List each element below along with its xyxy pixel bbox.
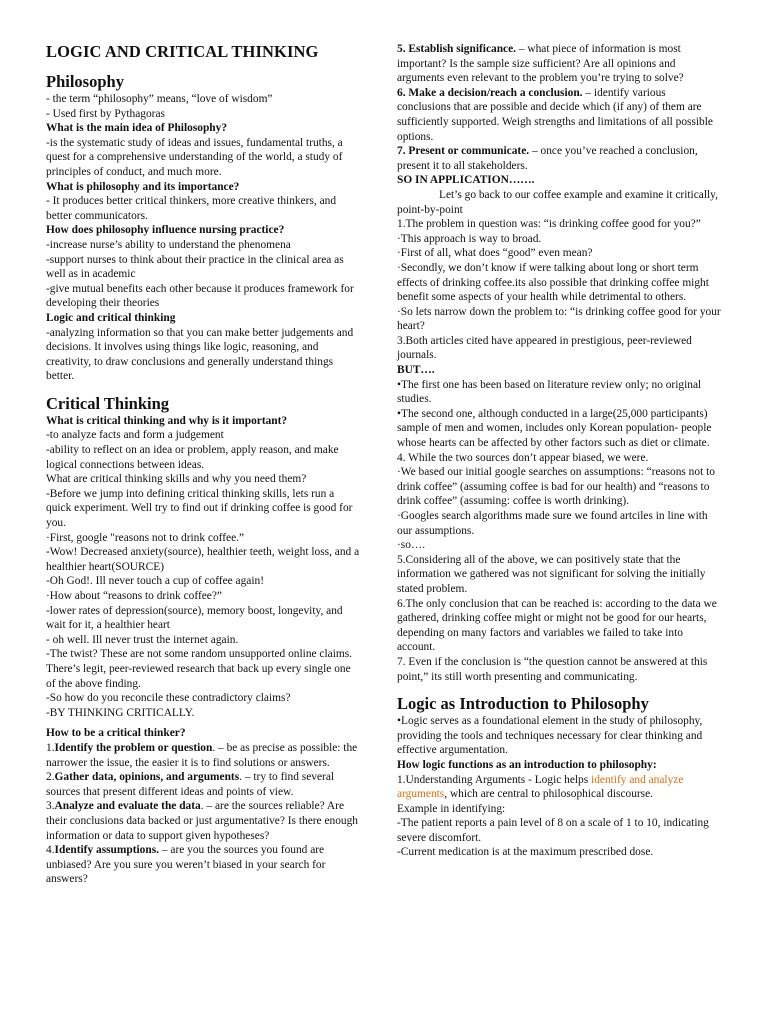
body-line: ·so….: [397, 539, 426, 552]
item-text: 1.Understanding Arguments - Logic helps: [397, 773, 592, 786]
step-item: [397, 144, 721, 173]
question-heading: How logic functions as an introduction to philosophy:: [397, 758, 657, 771]
step-number: 4.: [46, 844, 55, 857]
critical-thinking-heading: Critical Thinking: [46, 393, 170, 413]
body-line: -to analyze facts and form a judgement: [46, 429, 224, 442]
step-text: . – try to find several sources that present different ideas and points of view.: [46, 771, 335, 798]
body-line: -Wow! Decreased anxiety(source), healthier teeth, weight loss, and a healthier heart(SOURCE): [46, 546, 360, 573]
question-heading: Logic and critical thinking: [46, 311, 176, 324]
but-heading: BUT….: [397, 364, 435, 377]
highlighted-text: identify and analyze arguments: [397, 773, 684, 801]
body-line: -Current medication is at the maximum prescribed dose.: [397, 846, 654, 859]
body-line: -Before we jump into defining critical thinking skills, lets run a quick experiment. Well try to find out if drinking coffee is good for you.: [46, 487, 353, 530]
answer-text: -give mutual benefits each other because it produces framework for developing their theories: [46, 282, 354, 310]
step-text: . – be as precise as possible: the narrower the issue, the easier it is to find solutions or answers.: [46, 741, 358, 769]
body-line: ·First of all, what does “good” even mean?: [397, 247, 593, 260]
list-item: [397, 773, 721, 802]
left-column: [46, 42, 362, 887]
body-line: 4. While the two sources don’t appear biased, we were.: [397, 451, 649, 464]
body-line: What are critical thinking skills and why you need them?: [46, 473, 307, 486]
body-line: Example in identifying:: [397, 802, 506, 815]
application-heading: SO IN APPLICATION…….: [397, 174, 535, 187]
step-number: 1.: [46, 741, 55, 754]
step-text: – what piece of information is most important? Is the sample size sufficient? Are all opinions and arguments even relevant to the problem you’re trying to solve?: [397, 43, 684, 85]
body-line: •Logic serves as a foundational element in the study of philosophy, providing the tools and techniques necessary for clear thinking and effective argumentation.: [397, 715, 703, 757]
body-line: 5.Considering all of the above, we can positively state that the information we gathered was not significant for solving the initially stated problem.: [397, 553, 706, 595]
body-line: •The second one, although conducted in a large(25,000 participants) sample of men and women, includes only Korean population- people whose hearts can be affected by other factors such as diet or climate.: [397, 407, 712, 450]
step-title: Identify assumptions.: [54, 844, 159, 857]
step-text: – are you the sources you found are unbiased? Are you sure you weren’t biased in your search for answers?: [46, 844, 326, 886]
body-line: 1.The problem in question was: “is drinking coffee good for you?”: [397, 218, 701, 231]
question-heading: How to be a critical thinker?: [46, 727, 186, 740]
body-line: -So how do you reconcile these contradictory claims?: [46, 692, 291, 705]
answer-text: -is the systematic study of ideas and issues, fundamental truths, a quest for a comprehensive understanding of the world, a study of principles of conduct, and much more.: [46, 136, 343, 178]
body-line: ·First, google "reasons not to drink coffee.”: [46, 531, 245, 544]
step-item: [46, 799, 362, 843]
step-item: [46, 843, 362, 887]
step-text: – identify various conclusions that are possible and decide which (if any) of them are sufficiently supported. Weigh strengths and limitations of all possible options.: [397, 86, 713, 143]
step-item: [46, 741, 362, 770]
answer-text: -analyzing information so that you can make better judgements and decisions. It involves using things like logic, reasoning, and creativity, to draw conclusions and generally understand things better.: [46, 326, 354, 383]
philosophy-line: - the term “philosophy” means, “love of wisdom”: [46, 93, 273, 105]
body-line: -The twist? These are not some random unsupported online claims. There’s legit, peer-reviewed research that back up every single one of the above finding.: [46, 648, 352, 690]
step-text: . – are the sources reliable? Are their conclusions data backed or just argumentative? Is there enough information or data to support given hypotheses?: [46, 800, 358, 842]
question-heading: What is critical thinking and why is it important?: [46, 414, 288, 427]
body-line: -ability to reflect on an idea or problem, apply reason, and make logical connections between ideas.: [46, 444, 339, 471]
philosophy-line: - Used first by Pythagoras: [46, 107, 165, 120]
body-line: ·We based our initial google searches on assumptions: “reasons not to drink coffee” (assuming coffee is bad for our health) and “reasons to drink coffee” (assuming: coffee is worth drinking).: [397, 466, 715, 508]
answer-text: -support nurses to think about their practice in the clinical area as well as in academic: [46, 253, 344, 281]
body-line: -BY THINKING CRITICALLY.: [46, 706, 195, 719]
step-title: Identify the problem or question: [54, 741, 213, 754]
body-line: ·Secondly, we don’t know if were talking about long or short term effects of drinking coffee.its also possible that drinking coffee might benefit some aspects of your health while detrimental to others.: [397, 261, 709, 304]
question-heading: What is the main idea of Philosophy?: [46, 122, 228, 135]
answer-text: - It produces better critical thinkers, more creative thinkers, and better communicators.: [46, 195, 337, 222]
step-title: Gather data, opinions, and arguments: [54, 771, 240, 784]
question-heading: What is philosophy and its importance?: [46, 180, 240, 193]
intro-text: Let’s go back to our coffee example and examine it critically, point-by-point: [397, 188, 718, 216]
step-item: [397, 42, 721, 86]
step-title: 7. Present or communicate.: [397, 145, 530, 158]
body-line: 3.Both articles cited have appeared in prestigious, peer-reviewed journals.: [397, 334, 692, 362]
body-line: -Oh God!. Ill never touch a cup of coffee again!: [46, 575, 265, 588]
step-title: 6. Make a decision/reach a conclusion.: [397, 86, 583, 99]
step-text: – once you’ve reached a conclusion, present it to all stakeholders.: [397, 145, 698, 172]
step-number: 3.: [46, 800, 55, 813]
document-title: LOGIC AND CRITICAL THINKING: [46, 42, 319, 61]
body-line: •The first one has been based on literature review only; no original studies.: [397, 378, 702, 406]
body-line: - oh well. Ill never trust the internet again.: [46, 633, 239, 646]
body-line: 7. Even if the conclusion is “the question cannot be answered at this point,” its still worth presenting and communicating.: [397, 655, 708, 683]
body-line: ·This approach is way to broad.: [397, 232, 542, 245]
philosophy-heading: Philosophy: [46, 72, 124, 91]
step-item: [46, 770, 362, 799]
right-column: [397, 42, 721, 860]
step-item: [397, 86, 721, 144]
question-heading: How does philosophy influence nursing practice?: [46, 224, 285, 237]
step-title: Analyze and evaluate the data: [54, 800, 201, 813]
body-line: ·Googles search algorithms made sure we found artciles in line with our assumptions.: [397, 510, 708, 537]
item-text: , which are central to philosophical discourse.: [444, 788, 654, 801]
step-title: 5. Establish significance.: [397, 43, 516, 55]
body-line: -lower rates of depression(source), memory boost, longevity, and wait for it, a healthier heart: [46, 604, 343, 632]
logic-heading: Logic as Introduction to Philosophy: [397, 694, 649, 714]
body-line: -The patient reports a pain level of 8 on a scale of 1 to 10, indicating severe discomfort.: [397, 817, 709, 844]
body-line: ·So lets narrow down the problem to: “is drinking coffee good for your heart?: [397, 305, 721, 333]
answer-text: -increase nurse’s ability to understand the phenomena: [46, 238, 291, 251]
body-line: 6.The only conclusion that can be reached is: according to the data we gathered, drinking coffee might or might not be good for our hearts, depending on many factors and variables we failed to take into account.: [397, 597, 717, 654]
body-line: ·How about “reasons to drink coffee?”: [46, 590, 222, 602]
step-number: 2.: [46, 771, 55, 784]
